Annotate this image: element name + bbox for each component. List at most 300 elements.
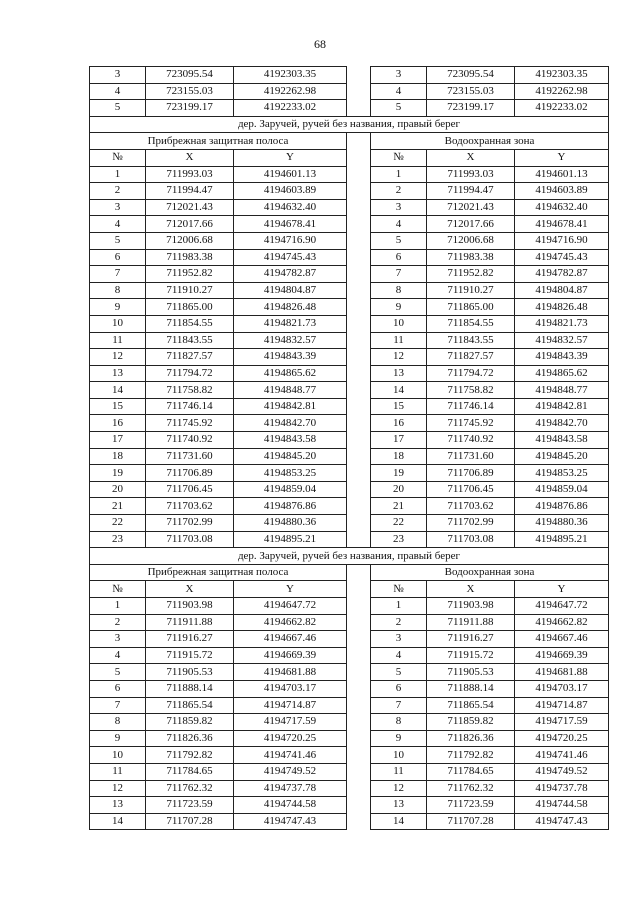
left-x-coordinate-cell: 711910.27 [146,282,234,299]
left-x-coordinate-cell: 711745.92 [146,415,234,432]
right-y-coordinate-cell: 4194744.58 [515,797,609,814]
table-row [90,680,609,697]
table-row [90,183,609,200]
left-y-coordinate-cell: 4192303.35 [234,67,347,84]
left-x-coordinate-cell: 712017.66 [146,216,234,233]
left-point-number-cell: 11 [90,332,146,349]
right-x-coordinate-cell: 712021.43 [427,199,515,216]
left-point-number-cell: 9 [90,730,146,747]
table-row [90,664,609,681]
right-y-coordinate-cell: 4194832.57 [515,332,609,349]
column-header-row [90,149,609,166]
table-row [90,315,609,332]
table-row [90,747,609,764]
left-y-coordinate-cell: 4194782.87 [234,266,347,283]
right-point-number-cell: 11 [371,763,427,780]
right-x-coordinate-cell: 711983.38 [427,249,515,266]
column-gap [347,415,371,432]
right-x-coordinate-cell: 711762.32 [427,780,515,797]
left-point-number-cell: 5 [90,100,146,117]
right-point-number-cell: 23 [371,531,427,548]
left-y-coordinate-cell: 4194876.86 [234,498,347,515]
right-point-number-cell: 10 [371,315,427,332]
right-x-coordinate-cell: 711826.36 [427,730,515,747]
right-x-coordinate-cell: 711911.88 [427,614,515,631]
left-x-coordinate-cell: 711703.62 [146,498,234,515]
right-x-coordinate-cell: 711792.82 [427,747,515,764]
coordinates-table [89,66,609,830]
column-gap [347,382,371,399]
left-point-number-cell: 11 [90,763,146,780]
left-x-coordinate-cell: 711758.82 [146,382,234,399]
left-x-coordinate-cell: 711731.60 [146,448,234,465]
column-gap [347,797,371,814]
left-y-header: Y [234,149,347,166]
column-gap [347,133,371,150]
right-x-coordinate-cell: 711916.27 [427,631,515,648]
table-row [90,415,609,432]
left-y-coordinate-cell: 4194859.04 [234,481,347,498]
column-gap [347,481,371,498]
right-y-coordinate-cell: 4194853.25 [515,465,609,482]
table-row [90,697,609,714]
table-row [90,498,609,515]
right-point-number-cell: 4 [371,216,427,233]
table-row [90,382,609,399]
right-y-coordinate-cell: 4194678.41 [515,216,609,233]
table-row [90,266,609,283]
left-y-coordinate-cell: 4194842.81 [234,398,347,415]
table-row [90,83,609,100]
left-point-number-cell: 8 [90,282,146,299]
column-gap [347,564,371,581]
left-x-coordinate-cell: 711740.92 [146,432,234,449]
column-gap [347,183,371,200]
right-y-coordinate-cell: 4194747.43 [515,813,609,830]
left-x-header: X [146,149,234,166]
table-row [90,614,609,631]
right-point-number-cell: 1 [371,598,427,615]
right-y-coordinate-cell: 4194843.58 [515,432,609,449]
section-heading-row [90,133,609,150]
left-point-number-cell: 2 [90,183,146,200]
right-y-coordinate-cell: 4194603.89 [515,183,609,200]
right-zone-heading: Водоохранная зона [371,564,609,581]
right-x-coordinate-cell: 723199.17 [427,100,515,117]
left-point-number-cell: 1 [90,166,146,183]
right-x-coordinate-cell: 711702.99 [427,515,515,532]
right-y-coordinate-cell: 4194601.13 [515,166,609,183]
right-x-coordinate-cell: 711865.54 [427,697,515,714]
right-y-coordinate-cell: 4194782.87 [515,266,609,283]
right-point-number-cell: 21 [371,498,427,515]
section-title-row [90,548,609,565]
left-point-number-cell: 4 [90,647,146,664]
left-x-coordinate-cell: 711792.82 [146,747,234,764]
right-y-coordinate-cell: 4192262.98 [515,83,609,100]
right-point-number-cell: 7 [371,697,427,714]
right-point-number-cell: 11 [371,332,427,349]
left-point-number-cell: 2 [90,614,146,631]
left-point-number-cell: 18 [90,448,146,465]
column-gap [347,398,371,415]
column-gap [347,232,371,249]
table-row [90,299,609,316]
left-x-coordinate-cell: 711707.28 [146,813,234,830]
right-zone-heading: Водоохранная зона [371,133,609,150]
left-point-number-cell: 7 [90,266,146,283]
left-y-coordinate-cell: 4194804.87 [234,282,347,299]
table-row [90,216,609,233]
column-gap [347,730,371,747]
left-point-number-cell: 6 [90,249,146,266]
left-x-coordinate-cell: 711827.57 [146,349,234,366]
right-y-coordinate-cell: 4194745.43 [515,249,609,266]
left-x-coordinate-cell: 711952.82 [146,266,234,283]
left-point-number-cell: 13 [90,797,146,814]
table-row [90,398,609,415]
left-y-coordinate-cell: 4194716.90 [234,232,347,249]
right-x-coordinate-cell: 711745.92 [427,415,515,432]
right-point-number-cell: 10 [371,747,427,764]
right-y-header: Y [515,149,609,166]
table-row [90,332,609,349]
table-row [90,763,609,780]
left-point-number-cell: 22 [90,515,146,532]
right-point-number-cell: 3 [371,67,427,84]
table-row [90,448,609,465]
left-point-number-cell: 3 [90,67,146,84]
right-y-coordinate-cell: 4194741.46 [515,747,609,764]
right-point-number-cell: 1 [371,166,427,183]
left-y-coordinate-cell: 4194632.40 [234,199,347,216]
left-x-coordinate-cell: 712006.68 [146,232,234,249]
right-point-number-cell: 17 [371,432,427,449]
left-point-number-cell: 14 [90,382,146,399]
left-point-number-cell: 23 [90,531,146,548]
left-point-number-cell: 15 [90,398,146,415]
column-gap [347,647,371,664]
column-gap [347,249,371,266]
right-x-coordinate-cell: 711746.14 [427,398,515,415]
left-y-coordinate-cell: 4192262.98 [234,83,347,100]
right-y-coordinate-cell: 4194826.48 [515,299,609,316]
column-gap [347,664,371,681]
left-point-number-cell: 21 [90,498,146,515]
left-x-coordinate-cell: 711826.36 [146,730,234,747]
right-x-coordinate-cell: 711910.27 [427,282,515,299]
right-y-coordinate-cell: 4194842.70 [515,415,609,432]
left-x-coordinate-cell: 723095.54 [146,67,234,84]
left-x-coordinate-cell: 711888.14 [146,680,234,697]
left-point-number-cell: 1 [90,598,146,615]
right-x-coordinate-cell: 711993.03 [427,166,515,183]
right-x-coordinate-cell: 711854.55 [427,315,515,332]
table-row [90,249,609,266]
right-y-coordinate-cell: 4194842.81 [515,398,609,415]
left-zone-heading: Прибрежная защитная полоса [90,564,347,581]
left-y-coordinate-cell: 4194669.39 [234,647,347,664]
column-gap [347,780,371,797]
column-gap [347,680,371,697]
right-y-coordinate-cell: 4194737.78 [515,780,609,797]
right-x-coordinate-cell: 711706.89 [427,465,515,482]
right-x-coordinate-cell: 711888.14 [427,680,515,697]
right-y-coordinate-cell: 4194681.88 [515,664,609,681]
left-point-number-cell: 5 [90,664,146,681]
left-x-coordinate-cell: 711746.14 [146,398,234,415]
right-point-number-cell: 3 [371,631,427,648]
column-gap [347,448,371,465]
left-y-coordinate-cell: 4194737.78 [234,780,347,797]
right-x-coordinate-cell: 711859.82 [427,714,515,731]
right-point-number-cell: 13 [371,797,427,814]
right-y-coordinate-cell: 4194845.20 [515,448,609,465]
left-point-number-cell: 19 [90,465,146,482]
right-point-number-cell: 13 [371,365,427,382]
right-y-coordinate-cell: 4194895.21 [515,531,609,548]
left-point-number-cell: 16 [90,415,146,432]
left-x-coordinate-cell: 711784.65 [146,763,234,780]
table-row [90,515,609,532]
left-y-header: Y [234,581,347,598]
left-x-coordinate-cell: 711723.59 [146,797,234,814]
left-x-coordinate-cell: 711703.08 [146,531,234,548]
table-row [90,166,609,183]
table-row [90,349,609,366]
right-x-coordinate-cell: 711703.08 [427,531,515,548]
coordinates-table-body [90,67,609,830]
left-y-coordinate-cell: 4194749.52 [234,763,347,780]
right-y-coordinate-cell: 4194804.87 [515,282,609,299]
left-y-coordinate-cell: 4194747.43 [234,813,347,830]
left-y-coordinate-cell: 4194865.62 [234,365,347,382]
table-row [90,232,609,249]
right-point-number-cell: 14 [371,813,427,830]
right-y-coordinate-cell: 4194848.77 [515,382,609,399]
right-y-coordinate-cell: 4194714.87 [515,697,609,714]
left-y-coordinate-cell: 4194843.39 [234,349,347,366]
right-point-number-cell: 16 [371,415,427,432]
right-point-number-cell: 4 [371,83,427,100]
left-point-number-cell: 6 [90,680,146,697]
right-point-number-cell: 6 [371,249,427,266]
right-x-coordinate-cell: 711707.28 [427,813,515,830]
left-x-coordinate-cell: 711911.88 [146,614,234,631]
column-gap [347,763,371,780]
right-point-number-cell: 19 [371,465,427,482]
left-x-coordinate-cell: 711706.45 [146,481,234,498]
right-x-coordinate-cell: 723155.03 [427,83,515,100]
table-row [90,365,609,382]
right-x-coordinate-cell: 711903.98 [427,598,515,615]
right-y-coordinate-cell: 4192233.02 [515,100,609,117]
right-point-number-cell: 14 [371,382,427,399]
right-x-coordinate-cell: 711915.72 [427,647,515,664]
right-x-header: X [427,581,515,598]
left-y-coordinate-cell: 4194853.25 [234,465,347,482]
left-y-coordinate-cell: 4194681.88 [234,664,347,681]
table-row [90,714,609,731]
right-y-coordinate-cell: 4194843.39 [515,349,609,366]
right-point-number-cell: 12 [371,780,427,797]
left-y-coordinate-cell: 4194647.72 [234,598,347,615]
table-row [90,780,609,797]
left-point-number-cell: 9 [90,299,146,316]
column-gap [347,100,371,117]
right-point-number-cell: 6 [371,680,427,697]
right-point-number-cell: 8 [371,714,427,731]
right-x-coordinate-cell: 711706.45 [427,481,515,498]
left-x-coordinate-cell: 711865.54 [146,697,234,714]
section-heading-row [90,564,609,581]
left-point-number-cell: 4 [90,216,146,233]
column-gap [347,747,371,764]
column-gap [347,315,371,332]
right-y-coordinate-cell: 4194632.40 [515,199,609,216]
right-x-header: X [427,149,515,166]
right-point-number-cell: 5 [371,232,427,249]
table-row [90,465,609,482]
right-y-header: Y [515,581,609,598]
left-y-coordinate-cell: 4194821.73 [234,315,347,332]
left-x-coordinate-cell: 711905.53 [146,664,234,681]
column-gap [347,166,371,183]
right-point-number-cell: 4 [371,647,427,664]
left-x-coordinate-cell: 711854.55 [146,315,234,332]
left-y-coordinate-cell: 4194678.41 [234,216,347,233]
left-y-coordinate-cell: 4194826.48 [234,299,347,316]
right-point-number-cell: 2 [371,183,427,200]
column-gap [347,714,371,731]
right-x-coordinate-cell: 712017.66 [427,216,515,233]
right-y-coordinate-cell: 4194880.36 [515,515,609,532]
right-point-number-cell: 3 [371,199,427,216]
right-y-coordinate-cell: 4194876.86 [515,498,609,515]
right-point-number-cell: 18 [371,448,427,465]
right-point-number-cell: 22 [371,515,427,532]
table-row [90,100,609,117]
left-point-number-cell: 14 [90,813,146,830]
left-x-coordinate-cell: 723155.03 [146,83,234,100]
right-y-coordinate-cell: 4194717.59 [515,714,609,731]
right-x-coordinate-cell: 711723.59 [427,797,515,814]
left-y-coordinate-cell: 4194717.59 [234,714,347,731]
left-y-coordinate-cell: 4194895.21 [234,531,347,548]
column-gap [347,299,371,316]
right-y-coordinate-cell: 4194821.73 [515,315,609,332]
column-gap [347,614,371,631]
right-y-coordinate-cell: 4194716.90 [515,232,609,249]
column-gap [347,216,371,233]
left-point-number-cell: 13 [90,365,146,382]
right-point-number-cell: 15 [371,398,427,415]
column-gap [347,332,371,349]
column-gap [347,531,371,548]
table-row [90,199,609,216]
right-point-number-cell: 5 [371,100,427,117]
right-y-coordinate-cell: 4194703.17 [515,680,609,697]
left-point-number-cell: 5 [90,232,146,249]
left-y-coordinate-cell: 4194832.57 [234,332,347,349]
left-y-coordinate-cell: 4194603.89 [234,183,347,200]
left-point-number-cell: 4 [90,83,146,100]
left-x-coordinate-cell: 711706.89 [146,465,234,482]
left-x-coordinate-cell: 711865.00 [146,299,234,316]
column-gap [347,282,371,299]
right-point-number-cell: 8 [371,282,427,299]
right-x-coordinate-cell: 723095.54 [427,67,515,84]
left-point-number-cell: 3 [90,199,146,216]
right-x-coordinate-cell: 711865.00 [427,299,515,316]
left-x-coordinate-cell: 711916.27 [146,631,234,648]
left-y-coordinate-cell: 4194741.46 [234,747,347,764]
column-header-row [90,581,609,598]
right-x-coordinate-cell: 711905.53 [427,664,515,681]
left-point-number-cell: 10 [90,315,146,332]
left-point-number-cell: 7 [90,697,146,714]
right-x-coordinate-cell: 711827.57 [427,349,515,366]
right-point-number-cell: 20 [371,481,427,498]
column-gap [347,349,371,366]
left-y-coordinate-cell: 4194703.17 [234,680,347,697]
left-y-coordinate-cell: 4192233.02 [234,100,347,117]
section-title: дер. Заручей, ручей без названия, правый берег [90,548,609,565]
right-x-coordinate-cell: 711740.92 [427,432,515,449]
section-title-row [90,116,609,133]
left-x-coordinate-cell: 711903.98 [146,598,234,615]
column-gap [347,83,371,100]
left-y-coordinate-cell: 4194720.25 [234,730,347,747]
left-y-coordinate-cell: 4194843.58 [234,432,347,449]
left-y-coordinate-cell: 4194848.77 [234,382,347,399]
right-y-coordinate-cell: 4194667.46 [515,631,609,648]
left-x-header: X [146,581,234,598]
left-x-coordinate-cell: 723199.17 [146,100,234,117]
column-gap [347,598,371,615]
left-y-coordinate-cell: 4194745.43 [234,249,347,266]
left-point-number-cell: 3 [90,631,146,648]
left-x-coordinate-cell: 711762.32 [146,780,234,797]
left-y-coordinate-cell: 4194601.13 [234,166,347,183]
right-x-coordinate-cell: 712006.68 [427,232,515,249]
left-point-number-cell: 12 [90,780,146,797]
left-x-coordinate-cell: 712021.43 [146,199,234,216]
table-row [90,730,609,747]
right-point-number-cell: 9 [371,299,427,316]
left-point-number-cell: 10 [90,747,146,764]
right-number-header: № [371,149,427,166]
left-x-coordinate-cell: 711859.82 [146,714,234,731]
right-y-coordinate-cell: 4194662.82 [515,614,609,631]
column-gap [347,813,371,830]
section-title: дер. Заручей, ручей без названия, правый берег [90,116,609,133]
right-y-coordinate-cell: 4194865.62 [515,365,609,382]
left-x-coordinate-cell: 711843.55 [146,332,234,349]
right-x-coordinate-cell: 711843.55 [427,332,515,349]
left-y-coordinate-cell: 4194880.36 [234,515,347,532]
left-zone-heading: Прибрежная защитная полоса [90,133,347,150]
right-point-number-cell: 9 [371,730,427,747]
table-row [90,67,609,84]
left-x-coordinate-cell: 711794.72 [146,365,234,382]
left-y-coordinate-cell: 4194744.58 [234,797,347,814]
right-y-coordinate-cell: 4194859.04 [515,481,609,498]
column-gap [347,631,371,648]
table-row [90,797,609,814]
right-point-number-cell: 12 [371,349,427,366]
right-x-coordinate-cell: 711731.60 [427,448,515,465]
